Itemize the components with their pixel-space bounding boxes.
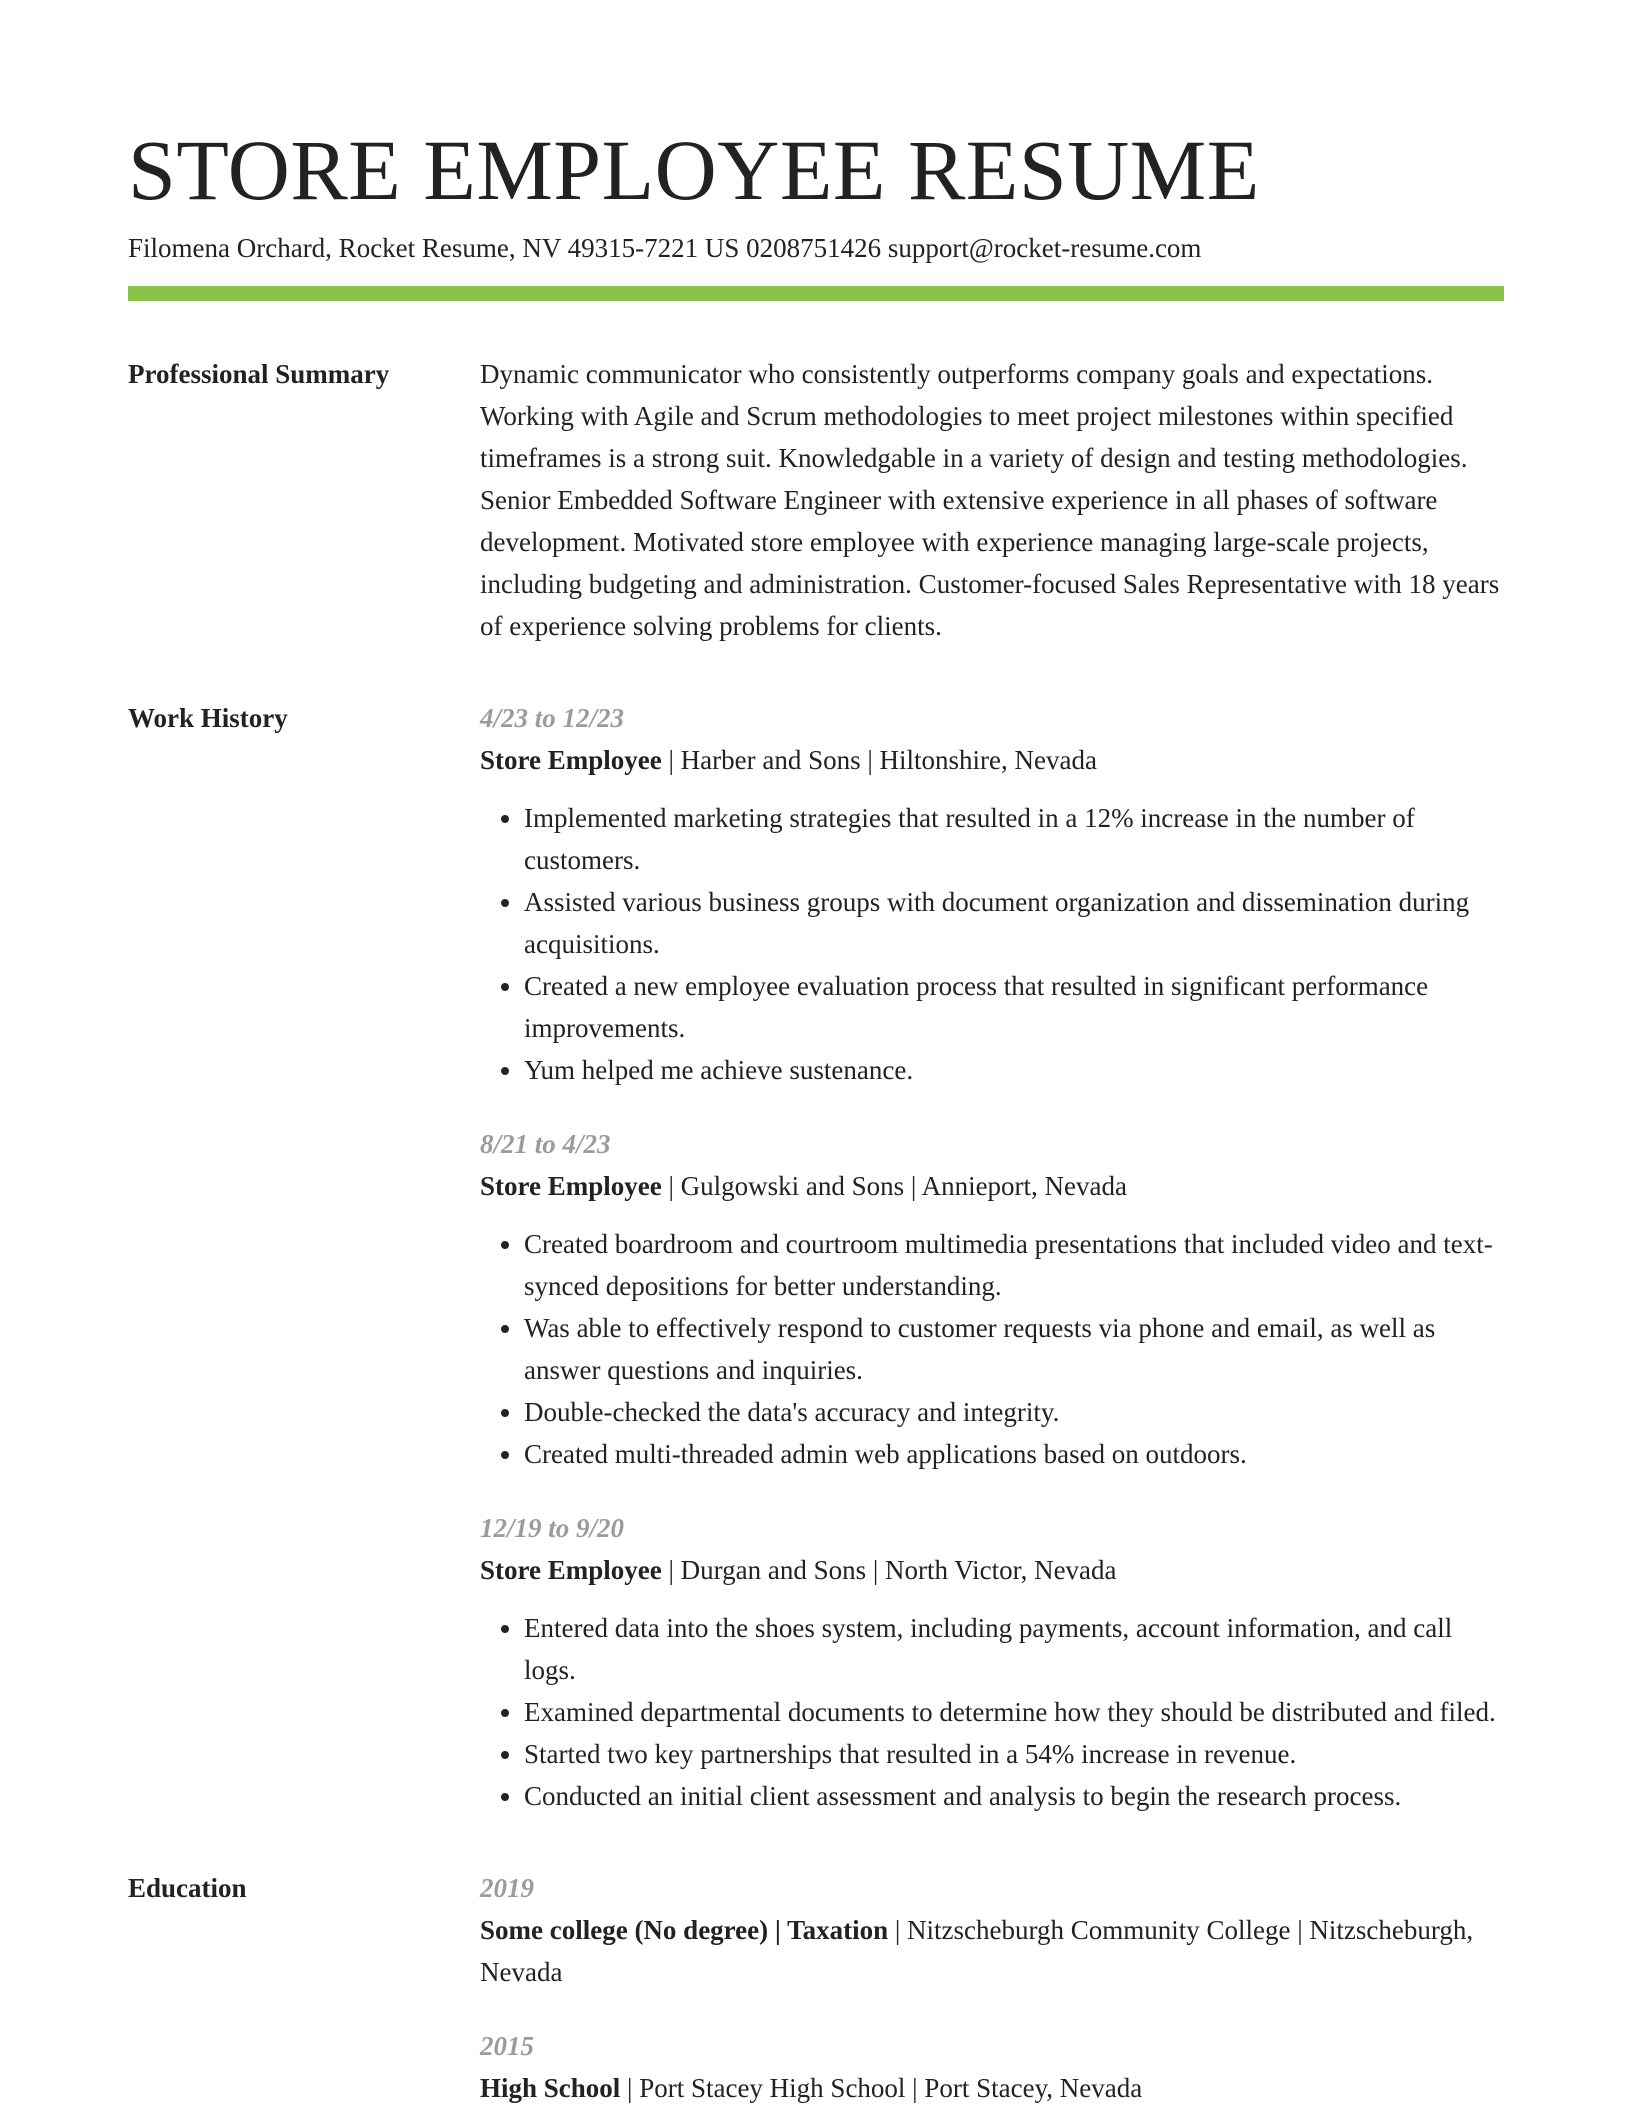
job-dates: 4/23 to 12/23 <box>480 703 625 733</box>
summary-text: Dynamic communicator who consistently outperforms company goals and expectations. Working with Agile and Scrum methodologies to meet project milestones within specified timeframes is a strong suit. Knowledgable in a variety of design and testing methodologies. Senior Embedded Software Engineer with extensive experience in all phases of software development. Motivated store employee with experience managing large-scale projects, including budgeting and administration. Customer-focused Sales Representative with 18 years of experience solving problems for clients. <box>480 359 1500 641</box>
section-label-summary: Professional Summary <box>128 359 390 389</box>
job-dates: 8/21 to 4/23 <box>480 1129 611 1159</box>
education-section <box>128 1867 1504 2109</box>
resume-page <box>128 120 1504 2109</box>
education-degree: High School <box>480 2073 621 2103</box>
job-bullet: • Created a new employee evaluation process that resulted in significant performance improvements. <box>524 965 1504 1049</box>
job-employer-location: | Gulgowski and Sons | Annieport, Nevada <box>661 1171 1127 1201</box>
resume-title: STORE EMPLOYEE RESUME <box>128 122 1260 218</box>
job-bullet: • Double-checked the data's accuracy and integrity. <box>524 1391 1504 1433</box>
education-line <box>480 1909 1504 1993</box>
job-entry <box>480 697 1504 1091</box>
job-employer-location: | Durgan and Sons | North Victor, Nevada <box>661 1555 1117 1585</box>
job-bullet: • Examined departmental documents to determine how they should be distributed and filed. <box>524 1691 1504 1733</box>
job-bullet: • Yum helped me achieve sustenance. <box>524 1049 1504 1091</box>
section-label-work-history: Work History <box>128 703 288 733</box>
education-year: 2015 <box>480 2031 534 2061</box>
job-bullets <box>480 1223 1504 1475</box>
work-history-section <box>128 697 1504 1817</box>
job-role-line <box>480 739 1504 781</box>
job-entry <box>480 1507 1504 1817</box>
job-bullet: • Implemented marketing strategies that resulted in a 12% increase in the number of customers. <box>524 797 1504 881</box>
education-list <box>480 1867 1504 2109</box>
job-title: Store Employee <box>480 745 662 775</box>
job-bullets <box>480 1607 1504 1817</box>
job-title: Store Employee <box>480 1171 662 1201</box>
header-divider <box>128 286 1504 301</box>
contact-line: Filomena Orchard, Rocket Resume, NV 49315-7221 US 0208751426 support@rocket-resume.com <box>128 233 1202 263</box>
job-dates: 12/19 to 9/20 <box>480 1513 625 1543</box>
job-bullets <box>480 797 1504 1091</box>
job-role-line <box>480 1549 1504 1591</box>
job-bullet: • Assisted various business groups with document organization and dissemination during acquisitions. <box>524 881 1504 965</box>
section-label-education: Education <box>128 1873 247 1903</box>
job-bullet: • Created multi-threaded admin web applications based on outdoors. <box>524 1433 1504 1475</box>
job-bullet: • Created boardroom and courtroom multimedia presentations that included video and text-synced depositions for better understanding. <box>524 1223 1504 1307</box>
job-employer-location: | Harber and Sons | Hiltonshire, Nevada <box>661 745 1097 775</box>
work-history-list <box>480 697 1504 1817</box>
education-line <box>480 2067 1504 2109</box>
job-bullet: • Started two key partnerships that resulted in a 54% increase in revenue. <box>524 1733 1504 1775</box>
education-degree: Some college (No degree) | Taxation <box>480 1915 889 1945</box>
job-bullet: • Entered data into the shoes system, including payments, account information, and call logs. <box>524 1607 1504 1691</box>
education-school-location: | Nitzscheburgh Community College | Nitzscheburgh, Nevada <box>480 1915 1474 1987</box>
education-entry <box>480 2025 1504 2109</box>
job-bullet: • Was able to effectively respond to customer requests via phone and email, as well as answer questions and inquiries. <box>524 1307 1504 1391</box>
education-year: 2019 <box>480 1873 534 1903</box>
professional-summary-section <box>128 353 1504 647</box>
job-bullet: • Conducted an initial client assessment and analysis to begin the research process. <box>524 1775 1504 1817</box>
education-entry <box>480 1867 1504 1993</box>
job-role-line <box>480 1165 1504 1207</box>
education-school-location: | Port Stacey High School | Port Stacey, Nevada <box>620 2073 1143 2103</box>
job-entry <box>480 1123 1504 1475</box>
job-title: Store Employee <box>480 1555 662 1585</box>
